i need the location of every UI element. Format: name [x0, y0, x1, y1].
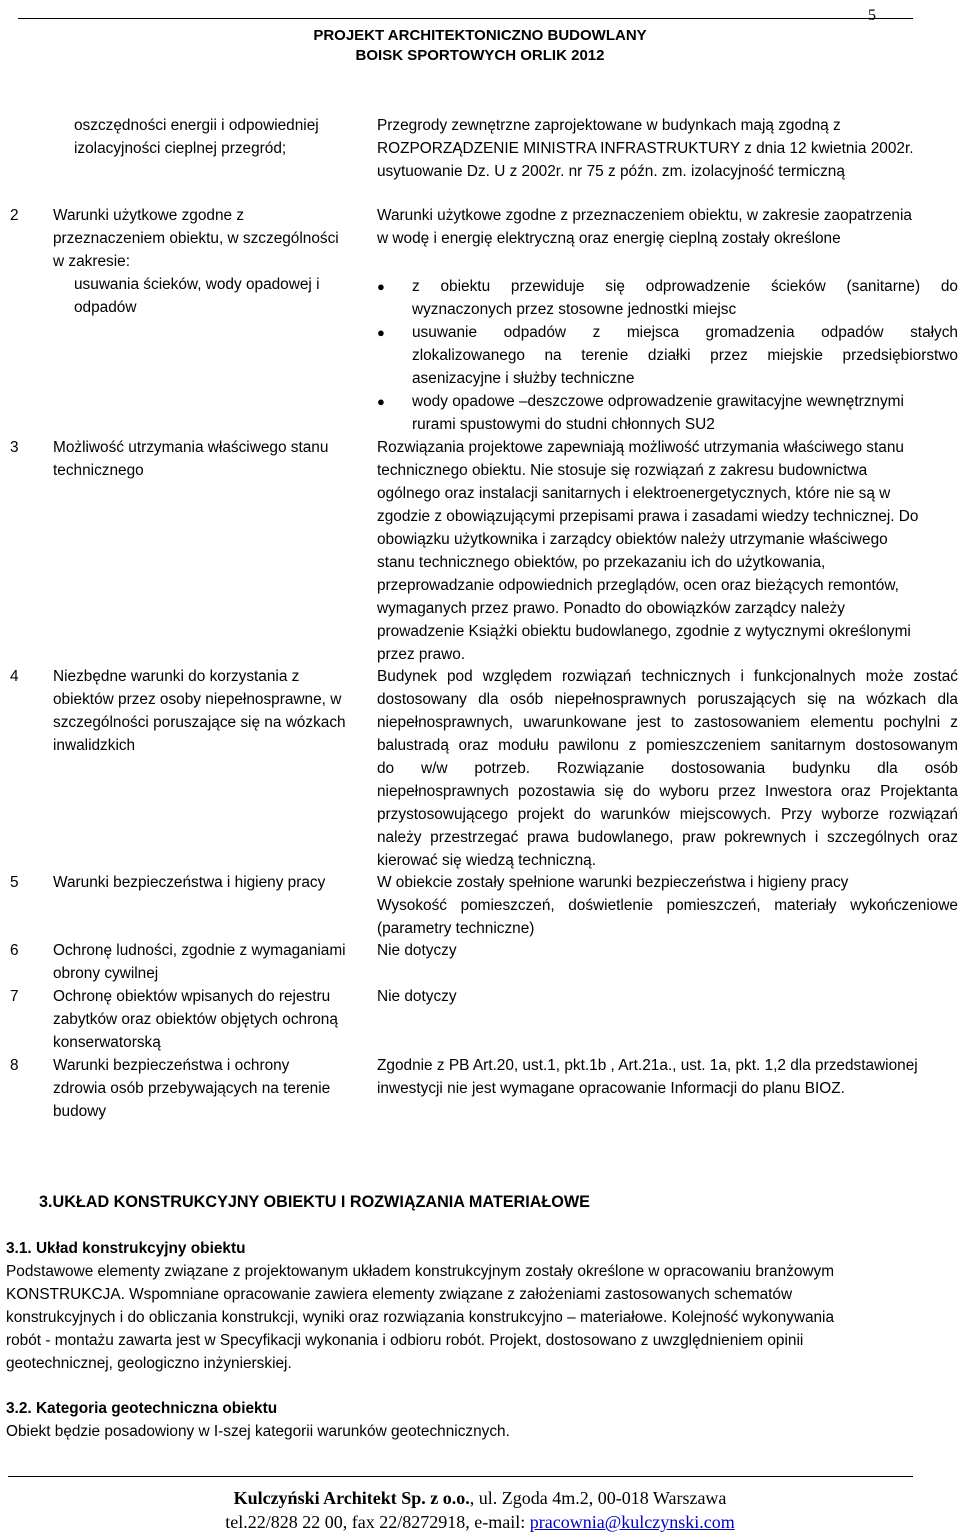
cell-line: przeznaczeniem obiektu, w szczególności — [53, 230, 339, 247]
row4-number: 4 — [10, 668, 19, 685]
cell-line: technicznego obiektu. Nie stosuje się rozwiązań z zakresu budownictwa — [377, 462, 868, 479]
row5-right-cell — [377, 871, 958, 940]
section-3-2-heading: 3.2. Kategoria geotechniczna obiektu — [6, 1400, 278, 1417]
company-address: , ul. Zgoda 4m.2, 00-018 Warszawa — [469, 1488, 727, 1508]
paragraph-line: robót - montażu zawarta jest w Specyfikacji wykonania i odbioru robót. Projekt, dostosowano z uwzględnieniem opinii — [6, 1332, 804, 1349]
cell-line: zlokalizowanego na terenie działki przez miejskie przedsiębiorstwo — [412, 347, 958, 364]
row3-left-cell — [53, 436, 328, 482]
footer-rule — [8, 1476, 913, 1477]
cell-line: inwestycji nie jest wymagane opracowanie Informacji do planu BIOZ. — [377, 1080, 845, 1097]
cell-line: obrony cywilnej — [53, 965, 159, 982]
cell-line: zabytków oraz obiektów objętych ochroną — [53, 1011, 338, 1028]
cell-line: izolacyjności cieplnej przegród; — [74, 140, 287, 157]
bullet-icon: ● — [377, 279, 385, 294]
cell-line: technicznego — [53, 462, 144, 479]
cell-line: szczególności poruszające się na wózkach — [53, 714, 346, 731]
cell-line: wyznaczonych przez stosowne jednostki miejsc — [412, 301, 737, 318]
bullet-icon: ● — [377, 325, 385, 340]
cell-line: niepełnosprawnych pozostawia się do wyboru przez Inwestora oraz Projektanta — [377, 783, 958, 800]
row6-left-cell — [53, 939, 346, 985]
cell-line: w zakresie: — [53, 253, 130, 270]
cell-line: Budynek pod względem rozwiązań technicznych i funkcjonalnych może zostać — [377, 668, 958, 685]
cell-line: asenizacyjne i służby techniczne — [412, 370, 635, 387]
row7-number: 7 — [10, 988, 19, 1005]
paragraph-line: Podstawowe elementy związane z projektowanym układem konstrukcyjnym zostały określone w opracowaniu branżowym — [6, 1263, 835, 1280]
cell-line: obowiązku użytkownika i zarządcy obiektów należy utrzymanie właściwego — [377, 531, 888, 548]
cell-line: Nie dotyczy — [377, 988, 457, 1005]
cell-line: do w/w potrzeb. Rozwiązanie dostosowania budynku dla osób — [377, 760, 958, 777]
cell-line: z obiektu przewiduje się odprowadzenie ścieków (sanitarne) do — [412, 278, 958, 295]
paragraph-line: KONSTRUKCJA. Wspomniane opracowanie zawiera elementy związane z założeniami zastosowanych schematów — [6, 1286, 793, 1303]
cell-line: w wodę i energię elektryczną oraz energię cieplną zostały określone — [377, 230, 841, 247]
row7-right-cell — [377, 985, 457, 1008]
row4-left-cell — [53, 665, 346, 757]
cell-line: konserwatorską — [53, 1034, 161, 1051]
cell-line: Rozwiązania projektowe zapewniają możliwość utrzymania właściwego stanu — [377, 439, 904, 456]
cell-line: budowy — [53, 1103, 107, 1120]
cell-line: kierować się wiedzą techniczną. — [377, 852, 596, 869]
document-title-line2: BOISK SPORTOWYCH ORLIK 2012 — [355, 47, 605, 64]
section-3-1-heading: 3.1. Układ konstrukcyjny obiektu — [6, 1240, 246, 1257]
paragraph-line: geotechnicznej, geologiczno inżynierskiej. — [6, 1355, 292, 1372]
cell-line: przeprowadzanie odpowiednich przeglądów, ocen oraz bieżących remontów, — [377, 577, 899, 594]
cell-line: ogólnego oraz instalacji sanitarnych i elektroenergetycznych, które nie są w — [377, 485, 891, 502]
cell-line: Warunki bezpieczeństwa i ochrony — [53, 1057, 290, 1074]
cell-line: odpadów — [74, 299, 137, 316]
cell-line: Wysokość pomieszczeń, doświetlenie pomieszczeń, materiały wykończeniowe — [377, 897, 958, 914]
cell-line: inwalidzkich — [53, 737, 136, 754]
bullet-item — [412, 390, 904, 436]
row6-number: 6 — [10, 942, 19, 959]
cell-line: prowadzenie Książki obiektu budowlanego, zgodnie z wytycznymi określonymi — [377, 623, 911, 640]
bullet-icon: ● — [377, 394, 385, 409]
row7-left-cell — [53, 985, 338, 1054]
cell-line: Przegrody zewnętrzne zaprojektowane w budynkach mają zgodną z — [377, 117, 841, 134]
page-number: 5 — [868, 7, 876, 24]
section-3-2-paragraph — [6, 1420, 510, 1443]
cell-line: Warunki użytkowe zgodne z przeznaczeniem obiektu, w zakresie zaopatrzenia — [377, 207, 912, 224]
row3-right-cell — [377, 436, 918, 666]
company-name: Kulczyński Architekt Sp. z o.o. — [233, 1488, 470, 1508]
header-rule — [18, 18, 913, 19]
document-title-line1: PROJEKT ARCHITEKTONICZNO BUDOWLANY — [313, 27, 647, 44]
row2-number: 2 — [10, 207, 19, 224]
cell-line: przez prawo. — [377, 646, 466, 663]
paragraph-line: konstrukcyjnych i do obliczania konstrukcji, wyniki oraz rozwiązania konstrukcyjno – materiałowe. Kolejność wykonywania — [6, 1309, 835, 1326]
cell-line: (parametry techniczne) — [377, 920, 535, 937]
cell-line: należy przestrzegać prawa budowlanego, praw pokrewnych i szczególnych oraz — [377, 829, 958, 846]
bullet-item — [412, 275, 958, 321]
cell-line: Nie dotyczy — [377, 942, 457, 959]
row5-number: 5 — [10, 874, 19, 891]
cell-line: Warunki użytkowe zgodne z — [53, 207, 245, 224]
footer-address-line — [0, 1486, 960, 1510]
cell-line: wymaganych przez prawo. Ponadto do obowiązków zarządcy należy — [377, 600, 845, 617]
cell-line: W obiekcie zostały spełnione warunki bezpieczeństwa i higieny pracy — [377, 874, 849, 891]
bullet-item — [412, 321, 958, 390]
row8-number: 8 — [10, 1057, 19, 1074]
row4-right-cell — [377, 665, 958, 872]
footer-contact-line — [0, 1510, 960, 1534]
row6-right-cell — [377, 939, 457, 962]
cell-line: Zgodnie z PB Art.20, ust.1, pkt.1b , Art.21a., ust. 1a, pkt. 1,2 dla przedstawionej — [377, 1057, 918, 1074]
cell-line: zgodzie z obowiązującymi przepisami prawa i zasadami wiedzy technicznej. Do — [377, 508, 919, 525]
cell-line: niepełnosprawnych, uwarunkowane jest to zastosowaniem elementu pochylni z — [377, 714, 958, 731]
row8-right-cell — [377, 1054, 918, 1100]
paragraph-line: Obiekt będzie posadowiony w I-szej kategorii warunków geotechnicznych. — [6, 1423, 510, 1440]
row0-right-cell — [377, 114, 914, 183]
cell-line: Niezbędne warunki do korzystania z — [53, 668, 300, 685]
cell-line: usuwania ścieków, wody opadowej i — [74, 276, 320, 293]
cell-line: ROZPORZĄDZENIE MINISTRA INFRASTRUKTURY z dnia 12 kwietnia 2002r. — [377, 140, 914, 157]
cell-line: wody opadowe –deszczowe odprowadzenie grawitacyjne wewnętrznymi — [412, 393, 904, 410]
cell-line: balustradą oraz modułu pawilonu z pomieszczeniem sanitarnym dostosowanym — [377, 737, 958, 754]
cell-line: usytuowanie Dz. U z 2002r. nr 75 z późn. zm. izolacyjność termiczną — [377, 163, 845, 180]
cell-line: Ochronę obiektów wpisanych do rejestru — [53, 988, 331, 1005]
row5-left-cell — [53, 871, 325, 894]
cell-line: przystosowującego projekt do warunków miejscowych. Przy wyborze rozwiązań — [377, 806, 958, 823]
section-3-heading: 3.UKŁAD KONSTRUKCYJNY OBIEKTU I ROZWIĄZANIA MATERIAŁOWE — [39, 1193, 590, 1211]
cell-line: Możliwość utrzymania właściwego stanu — [53, 439, 329, 456]
row2-left-cell — [53, 204, 339, 319]
cell-line: stanu technicznego obiektów, po przekazaniu ich do użytkowania, — [377, 554, 826, 571]
cell-line: usuwanie odpadów z miejsca gromadzenia odpadów stałych — [412, 324, 958, 341]
row8-left-cell — [53, 1054, 330, 1123]
cell-line: oszczędności energii i odpowiedniej — [74, 117, 319, 134]
cell-line: Warunki bezpieczeństwa i higieny pracy — [53, 874, 326, 891]
row0-left-cell — [74, 114, 319, 160]
cell-line: obiektów przez osoby niepełnosprawne, w — [53, 691, 342, 708]
cell-line: Ochronę ludności, zgodnie z wymaganiami — [53, 942, 346, 959]
section-3-1-paragraph — [6, 1260, 834, 1375]
email-link[interactable]: pracownia@kulczynski.com — [529, 1512, 735, 1532]
contact-info: tel.22/828 22 00, fax 22/8272918, e-mail: — [225, 1512, 530, 1532]
cell-line: zdrowia osób przebywających na terenie — [53, 1080, 331, 1097]
row2-right-cell — [377, 204, 912, 250]
cell-line: dostosowany dla osób niepełnosprawnych poruszających się na wózkach dla — [377, 691, 958, 708]
cell-line: rurami spustowymi do studni chłonnych SU2 — [412, 416, 715, 433]
row3-number: 3 — [10, 439, 19, 456]
